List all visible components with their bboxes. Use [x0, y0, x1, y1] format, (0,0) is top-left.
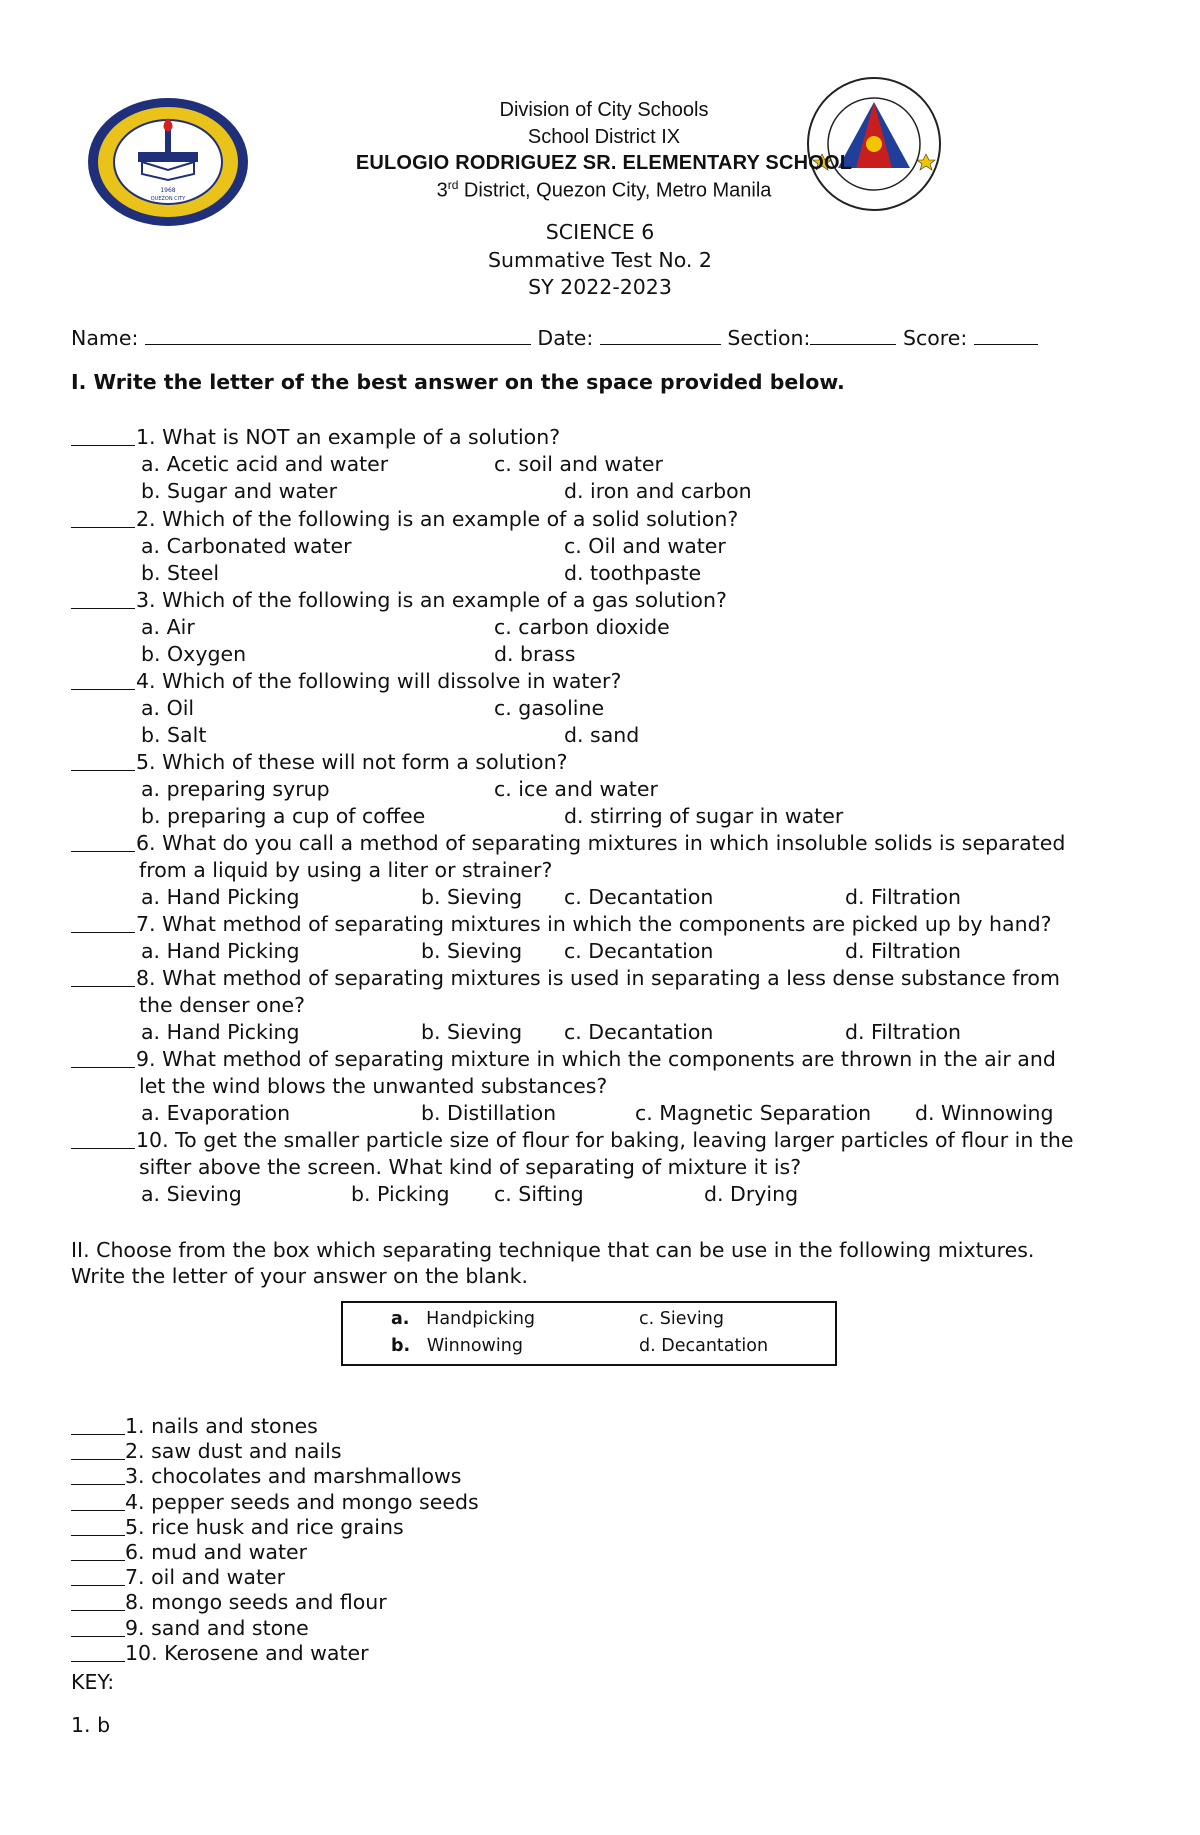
- question-9-cont: let the wind blows the unwanted substances?: [139, 1074, 608, 1098]
- test-title: Summative Test No. 2: [488, 248, 712, 272]
- question-7: 7. What method of separating mixtures in which the components are picked up by hand?: [136, 912, 1052, 936]
- option-c: c. soil and water: [494, 452, 663, 476]
- mixture-item: 5. rice husk and rice grains: [125, 1514, 404, 1539]
- option-d: d. Filtration: [845, 1020, 962, 1044]
- option-b: b. Oxygen: [141, 642, 247, 666]
- answer-blank[interactable]: [71, 1618, 125, 1637]
- option-a: a. Oil: [141, 696, 195, 720]
- option-d: d. stirring of sugar in water: [564, 804, 844, 828]
- district-name: School District IX: [527, 126, 681, 148]
- answer-blank[interactable]: [71, 752, 135, 771]
- option-c: c. Sifting: [494, 1182, 584, 1206]
- option-a: a. Sieving: [141, 1182, 242, 1206]
- question-10: 10. To get the smaller particle size of flour for baking, leaving larger particles of flour in the: [136, 1128, 1074, 1152]
- option-b: b. Sugar and water: [141, 479, 338, 503]
- option-d: d. Filtration: [845, 939, 962, 963]
- answer-blank[interactable]: [71, 968, 135, 987]
- part2-instruction-line2: Write the letter of your answer on the blank.: [71, 1264, 529, 1288]
- student-info-line: [71, 325, 1038, 352]
- option-d: d. iron and carbon: [564, 479, 752, 503]
- question-1: 1. What is NOT an example of a solution?: [136, 425, 561, 449]
- school-address: 3rd District, Quezon City, Metro Manila: [436, 178, 772, 202]
- answer-blank[interactable]: [71, 1441, 125, 1460]
- name-blank[interactable]: [145, 326, 531, 345]
- option-a: a. Hand Picking: [141, 1020, 300, 1044]
- school-seal-logo: [86, 96, 250, 228]
- mixture-item: 1. nails and stones: [125, 1414, 318, 1438]
- option-d: d. Winnowing: [915, 1101, 1054, 1125]
- option-c: c. gasoline: [494, 696, 605, 720]
- answer-blank[interactable]: [71, 1416, 125, 1435]
- option-c: c. carbon dioxide: [494, 615, 670, 639]
- answer-blank[interactable]: [71, 1130, 135, 1149]
- answer-blank[interactable]: [71, 1049, 135, 1068]
- question-8: 8. What method of separating mixtures is used in separating a less dense substance from: [136, 966, 1060, 990]
- option-d: d. brass: [494, 642, 576, 666]
- date-label: Date:: [530, 326, 600, 350]
- school-name: EULOGIO RODRIGUEZ SR. ELEMENTARY SCHOOL: [355, 152, 853, 174]
- option-c: c. Decantation: [564, 1020, 714, 1044]
- mixture-item: 7. oil and water: [125, 1565, 286, 1590]
- mixture-item: 9. sand and stone: [125, 1615, 309, 1640]
- school-year: SY 2022-2023: [528, 275, 672, 299]
- option-a: a. Air: [141, 615, 195, 639]
- option-c: c. Decantation: [564, 939, 714, 963]
- answer-blank[interactable]: [71, 1492, 125, 1511]
- question-6: 6. What do you call a method of separating mixtures in which insoluble solids is separated: [136, 831, 1066, 855]
- option-c: c. Magnetic Separation: [635, 1101, 872, 1125]
- svg-text:QUEZON CITY: QUEZON CITY: [150, 196, 186, 202]
- question-9: 9. What method of separating mixture in which the components are thrown in the air and: [136, 1047, 1056, 1071]
- part1-instruction: I. Write the letter of the best answer on the space provided below.: [71, 370, 845, 394]
- mixture-item: 6. mud and water: [125, 1540, 308, 1564]
- option-b: b. Salt: [141, 723, 207, 747]
- choice-d: d. Decantation: [639, 1336, 769, 1356]
- mixture-item: 8. mongo seeds and flour: [125, 1590, 387, 1615]
- answer-blank[interactable]: [71, 1592, 125, 1611]
- choice-a: a. Handpicking: [391, 1309, 536, 1329]
- question-3: 3. Which of the following is an example of a gas solution?: [136, 588, 727, 612]
- mixture-item: 4. pepper seeds and mongo seeds: [125, 1489, 479, 1514]
- answer-blank[interactable]: [71, 1542, 125, 1561]
- option-c: c. Decantation: [564, 885, 714, 909]
- division-name: Division of City Schools: [499, 99, 709, 121]
- answer-blank[interactable]: [71, 509, 135, 528]
- answer-blank[interactable]: [71, 671, 135, 690]
- choice-b: b. Winnowing: [391, 1336, 523, 1356]
- option-a: a. Hand Picking: [141, 939, 300, 963]
- option-d: d. Drying: [704, 1182, 799, 1206]
- question-10-cont: sifter above the screen. What kind of separating of mixture it is?: [139, 1155, 802, 1179]
- option-d: d. toothpaste: [564, 561, 702, 585]
- option-a: a. Evaporation: [141, 1101, 291, 1125]
- answer-blank[interactable]: [71, 1567, 125, 1586]
- choices-box: [341, 1301, 837, 1366]
- option-c: c. ice and water: [494, 777, 658, 801]
- section-blank[interactable]: [810, 326, 896, 345]
- score-label: Score:: [896, 326, 974, 350]
- question-6-cont: from a liquid by using a liter or strainer?: [139, 858, 553, 882]
- answer-blank[interactable]: [71, 914, 135, 933]
- mixture-item: 10. Kerosene and water: [125, 1640, 369, 1665]
- svg-text:1968: 1968: [160, 187, 176, 194]
- answer-blank[interactable]: [71, 1466, 125, 1485]
- answer-key-first: 1. b: [71, 1713, 111, 1737]
- option-b: b. Sieving: [421, 885, 523, 909]
- answer-blank[interactable]: [71, 590, 135, 609]
- date-blank[interactable]: [600, 326, 721, 345]
- mixture-item: 2. saw dust and nails: [125, 1439, 342, 1464]
- answer-blank[interactable]: [71, 1643, 125, 1662]
- option-a: a. Acetic acid and water: [141, 452, 389, 476]
- score-blank[interactable]: [974, 326, 1038, 345]
- option-b: b. Sieving: [421, 1020, 523, 1044]
- question-2: 2. Which of the following is an example of a solid solution?: [136, 507, 739, 531]
- name-label: Name:: [71, 326, 145, 350]
- option-a: a. preparing syrup: [141, 777, 330, 801]
- option-d: d. sand: [564, 723, 640, 747]
- option-b: b. Sieving: [421, 939, 523, 963]
- option-a: a. Carbonated water: [141, 534, 352, 558]
- option-b: b. Distillation: [421, 1101, 557, 1125]
- option-a: a. Hand Picking: [141, 885, 300, 909]
- question-8-cont: the denser one?: [139, 993, 306, 1017]
- option-c: c. Oil and water: [564, 534, 726, 558]
- mixture-item: 3. chocolates and marshmallows: [125, 1464, 462, 1489]
- answer-blank[interactable]: [71, 1517, 125, 1536]
- option-b: b. Steel: [141, 561, 220, 585]
- choice-c: c. Sieving: [639, 1309, 724, 1329]
- section-label: Section:: [720, 326, 811, 350]
- option-d: d. Filtration: [845, 885, 962, 909]
- question-4: 4. Which of the following will dissolve in water?: [136, 669, 622, 693]
- answer-key-label: KEY:: [71, 1670, 115, 1694]
- option-b: b. preparing a cup of coffee: [141, 804, 426, 828]
- answer-blank[interactable]: [71, 833, 135, 852]
- part2-instruction-line1: II. Choose from the box which separating technique that can be use in the following mixtures.: [71, 1238, 1035, 1262]
- question-5: 5. Which of these will not form a solution?: [136, 750, 568, 774]
- subject-title: SCIENCE 6: [545, 220, 655, 244]
- option-b: b. Picking: [351, 1182, 450, 1206]
- answer-blank[interactable]: [71, 427, 135, 446]
